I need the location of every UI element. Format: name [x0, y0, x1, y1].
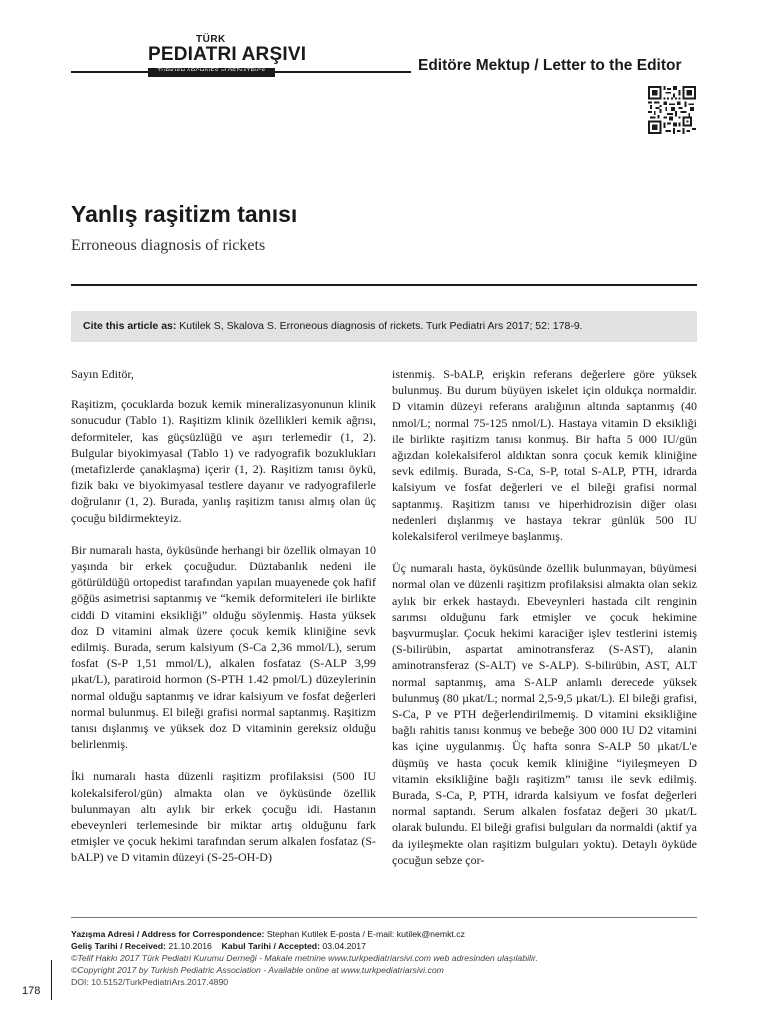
- body-paragraph: istenmiş. S-bALP, erişkin referans değerlere göre yüksek bulunmuş. Bu durum büyüyen iskelet için oldukça normaldir. D vitamin düzeyi referans aralığının altında saptanmış (40 nmol/L; normal 75-125 nmol/L). Hastaya vitamin D eksikliği ile birlikte raşitizm tanısı konmuş. Bir hafta 5 000 IU/gün ağızdan kolekalsiferol aldıktan sonra çocuk kemik kliniğine sevk edilmiş. Burada, S-Ca, S-P, total S-ALP, PTH, idrarda kalsiyum ve fosfat değerleri ve el bileği grafisi normal saptanmış. Raşitizm tanısı ve hiperhidrozisin diğer olası nedenleri dışlanmış ve hastaya tekrar günlük 500 IU kolekalsiferol verilmeye başlanmış.: [392, 367, 697, 544]
- dates-line: Geliş Tarihi / Received: 21.10.2016 Kabul Tarihi / Accepted: 03.04.2017: [71, 941, 366, 951]
- right-column: [392, 366, 697, 884]
- citation-text: Kutilek S, Skalova S. Erroneous diagnosis of rickets. Turk Pediatri Ars 2017; 52: 178-9.: [176, 320, 583, 332]
- body-paragraph: İki numaralı hasta düzenli raşitizm profilaksisi (500 IU kolekalsiferol/gün) almakta olan ve öyküsünde özellik bulunmayan altı aylık bir erkek çocuğu idi. Hastanın ebeveynleri terlemesinde bir miktar artış olduğunu fark etmişler ve çocuk hekimi tarafından serum alkalen fosfataz (S-bALP) ve D vitamin düzeyi (S-25-OH-D): [71, 769, 376, 865]
- correspondence-line: Yazışma Adresi / Address for Correspondence: Stephan Kutilek E-posta / E-mail: kutilek@nemkt.cz: [71, 929, 465, 939]
- copyright-tr: ©Telif Hakkı 2017 Türk Pediatri Kurumu Derneği - Makale metnine www.turkpediatriarsivi.com web adresinden ulaşılabilir.: [71, 953, 538, 963]
- body-paragraph: Raşitizm, çocuklarda bozuk kemik mineralizasyonunun klinik sonucudur (Tablo 1). Raşitizm klinik özellikleri kemik ağrısı, deformiteler, kas güçsüzlüğü ve aşırı terlemedir (1, 2). Bulgular biyokimyasal (Tablo 1) ve radyografik bozuklukları (metafizlerde çanaklaşma) içerir (1, 2). Raşitizm tanısı öykü, fizik bakı ve biyokimyasal testlere dayanır ve radyografilerle doğrulanır (1, 2). Burada, yanlış raşitizm tanısı almış olan üç çocuğu bildirmekteyiz.: [71, 397, 376, 525]
- page-number-rule: [51, 960, 52, 1000]
- article-title: Yanlış raşitizm tanısı: [71, 201, 298, 227]
- logo-top-text: TÜRK: [196, 34, 226, 45]
- citation-box: [71, 311, 697, 342]
- header-rule: [71, 71, 411, 73]
- journal-logo: [148, 34, 307, 80]
- footer-rule: [71, 917, 697, 918]
- doi-link[interactable]: DOI: 10.5152/TurkPediatriArs.2017.4890: [71, 977, 229, 987]
- left-column: [71, 366, 376, 882]
- section-label: Editöre Mektup / Letter to the Editor: [418, 57, 682, 74]
- logo-main-text: TÜRK PEDIATRI ARŞIVI: [148, 34, 307, 65]
- copyright-en: ©Copyright 2017 by Turkish Pediatric Association - Available online at www.turkpediatriarsivi.com: [71, 965, 444, 975]
- qr-code-icon: [648, 86, 696, 134]
- salutation: Sayın Editör,: [71, 367, 134, 381]
- body-paragraph: Üç numaralı hasta, öyküsünde özellik bulunmayan, büyümesi normal olan ve düzenli raşitizm profilaksisi almakta olan sekiz aylık bir erkek hastaydı. Ebeveynleri hastada cilt renginin sarımsı olduğunu fark etmişler ve çocuk hekimine başvurmuşlar. Çocuk hekimi karaciğer işlev testlerini istemiş (S-bilirübin, aspartat aminotransferaz (S-AST), alanin aminotransferaz (S-ALT) ve S-ALP). S-bilirübin, AST, ALT normal saptanmış, ama S-ALP anlamlı derecede yüksek bulunmuş (80 µkat/L; normal 2,5-9,5 µkat/L). El bileği grafisi, S-Ca, P ve PTH değerlendirilmemiş. D vitamini eksikliğine bağlı rahitis tanısı konmuş ve bebeğe 300 000 IU D2 vitamini kas içine uygulanmış. Üç hafta sonra S-ALP 50 µkat/L'e düşmüş ve hasta çocuk kemik kliniğine “iyileşmeyen D vitamin eksikliğine bağlı raşitizm” tanısı ile sevk edilmiş. Burada, S-Ca, P, PTH, idrarda kalsiyum ve fosfat değerleri normal saptandı. Serum alkalen fosfataz değeri 30 µkat/L olarak bulundu. El bileği grafisi bulguları da normaldi (aktif ya da iyileşmekte olan raşitizm bulguları yoktu). Detaylı öyküde çocuğun sebze çor-: [392, 561, 697, 867]
- article-subtitle: Erroneous diagnosis of rickets: [71, 237, 266, 254]
- title-rule: [71, 284, 697, 286]
- page-number: 178: [22, 985, 41, 997]
- citation-label: Cite this article as:: [83, 320, 177, 332]
- article-footer: [71, 928, 697, 988]
- body-paragraph: Bir numaralı hasta, öyküsünde herhangi bir özellik olmayan 10 yaşında bir erkek çocuğudur. Düztabanlık nedeni ile götürüldüğü ortopedist tarafından yapılan muayenede çok hafif göğüs asimetrisi saptanmış ve “kemik deformiteleri ile birlikte ciddi D vitamini eksikliği” olduğu söylenmiş. Hasta yüksek doz D vitamini almak üzere çocuk kemik kliniğine sevk edilmiş. Burada, serum kalsiyum (S-Ca 2,36 mmol/L), serum fosfat (S-P 1,51 mmol/L), alkalen fosfataz (S-ALP 3,99 µkat/L), paratiroid hormon (S-PTH 1.42 pmol/L) düzeylerinin normal olduğu saptanmış ve idrar kalsiyum ve fosfat değerleri normal bulunmuş. El bileği grafisi normal saptanmış. Raşitizm tanısı dışlanmış ve yüksek doz D vitaminin gereksiz olduğu belirlenmiş.: [71, 542, 376, 752]
